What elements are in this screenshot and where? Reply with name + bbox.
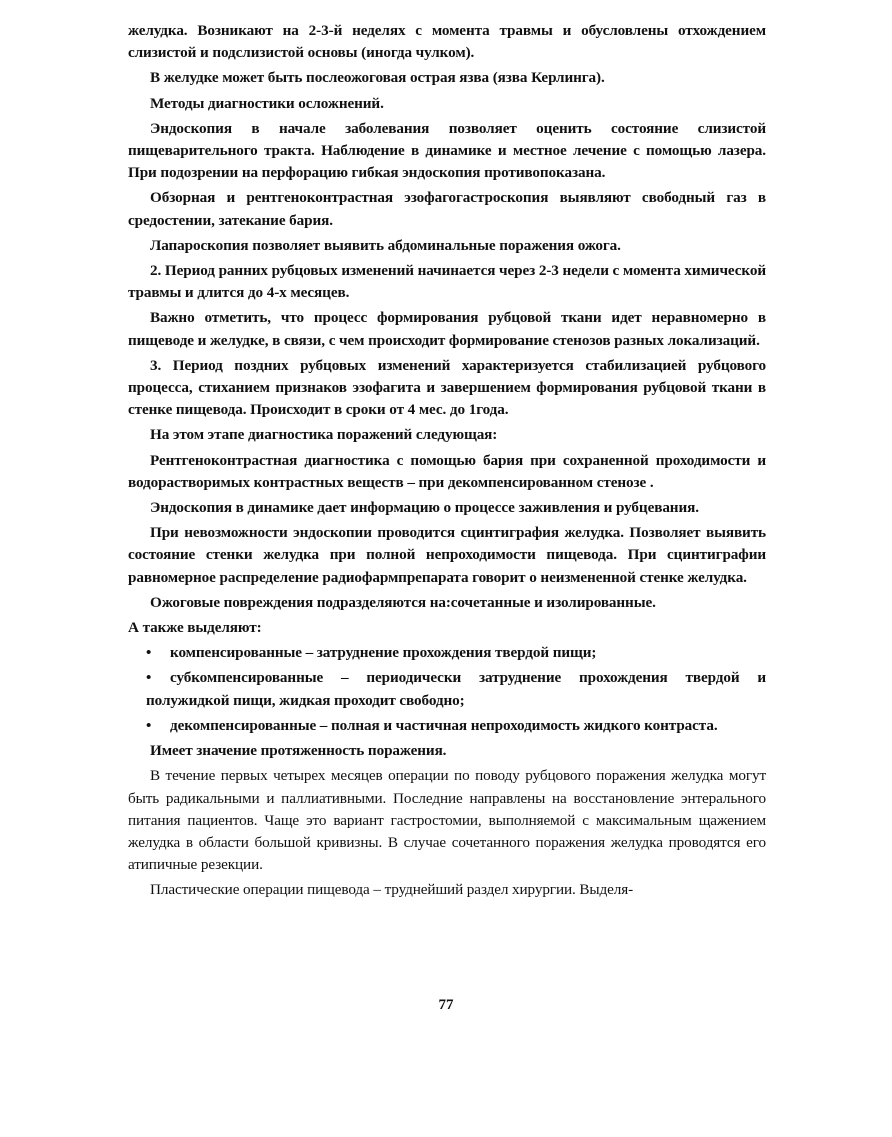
bullet-icon: • <box>146 669 152 687</box>
paragraph: Важно отметить, что процесс формирования рубцовой ткани идет неравномерно в пищеводе и желудке, в связи, с чем происходит формирование стенозов разных локализаций. <box>128 309 766 349</box>
body-text <box>128 20 766 905</box>
paragraph: Имеет значение протяженность поражения. <box>150 742 447 760</box>
bullet-icon: • <box>146 644 152 662</box>
paragraph: Рентгеноконтрастная диагностика с помощью бария при сохраненной проходимости и водорастворимых контрастных веществ – при декомпенсированном стенозе . <box>128 451 766 491</box>
paragraph: В течение первых четырех месяцев операции по поводу рубцового поражения желудка могут быть радикальными и паллиативными. Последние направлены на восстановление энтерального питания пациентов. Чаще это вариант гастростомии, выполняемой с максимальным щажением желудка в области большой кривизны. В случае сочетанного поражения желудка проводятся его атипичные резекции. <box>128 767 766 874</box>
list-item <box>128 642 766 664</box>
bullet-icon: • <box>146 716 152 734</box>
paragraph: Обзорная и рентгеноконтрастная эзофагогастроскопия выявляют свободный газ в средостении, затекание бария. <box>128 189 766 229</box>
paragraph: В желудке может быть послеожоговая острая язва (язва Керлинга). <box>150 69 605 87</box>
page-number: 77 <box>438 997 454 1013</box>
paragraph: 2. Период ранних рубцовых изменений начинается через 2-3 недели с момента химической травмы и длится до 4-х месяцев. <box>128 262 766 302</box>
paragraph: Пластические операции пищевода – труднейший раздел хирургии. Выделя- <box>150 881 634 899</box>
paragraph: желудка. Возникают на 2-3-й неделях с момента травмы и обусловлены отхождением слизистой и подслизистой основы (иногда чулком). <box>128 22 766 62</box>
list-item <box>128 715 766 737</box>
paragraph: Методы диагностики осложнений. <box>150 94 384 112</box>
paragraph: 3. Период поздних рубцовых изменений характеризуется стабилизацией рубцового процесса, стиханием признаков эзофагита и завершением формирования рубцовой ткани в стенке пищевода. Происходит в сроки от 4 мес. до 1года. <box>128 356 766 419</box>
paragraph: При невозможности эндоскопии проводится сцинтиграфия желудка. Позволяет выявить состояние стенки желудка при полной непроходимости пищевода. При сцинтиграфии равномерное распределение радиофармпрепарата говорит о неизмененной стенке желудка. <box>128 524 766 586</box>
paragraph: Ожоговые повреждения подразделяются на:сочетанные и изолированные. <box>150 593 656 611</box>
list-item-text: декомпенсированные – полная и частичная непроходимость жидкого контраста. <box>170 716 718 734</box>
paragraph: А также выделяют: <box>128 619 262 637</box>
paragraph: Лапароскопия позволяет выявить абдоминальные поражения ожога. <box>150 236 621 254</box>
paragraph: Эндоскопия в динамике дает информацию о процессе заживления и рубцевания. <box>150 499 699 517</box>
list-item-text: субкомпенсированные – периодически затруднение прохождения твердой и полужидкой пищи, жидкая проходит свободно; <box>146 669 766 709</box>
list-item <box>128 667 766 711</box>
paragraph: Эндоскопия в начале заболевания позволяет оценить состояние слизистой пищеварительного тракта. Наблюдение в динамике и местное лечение с помощью лазера. При подозрении на перфорацию гибкая эндоскопия противопоказана. <box>128 119 766 182</box>
list-item-text: компенсированные – затруднение прохождения твердой пищи; <box>170 644 597 662</box>
paragraph: На этом этапе диагностика поражений следующая: <box>150 426 498 444</box>
